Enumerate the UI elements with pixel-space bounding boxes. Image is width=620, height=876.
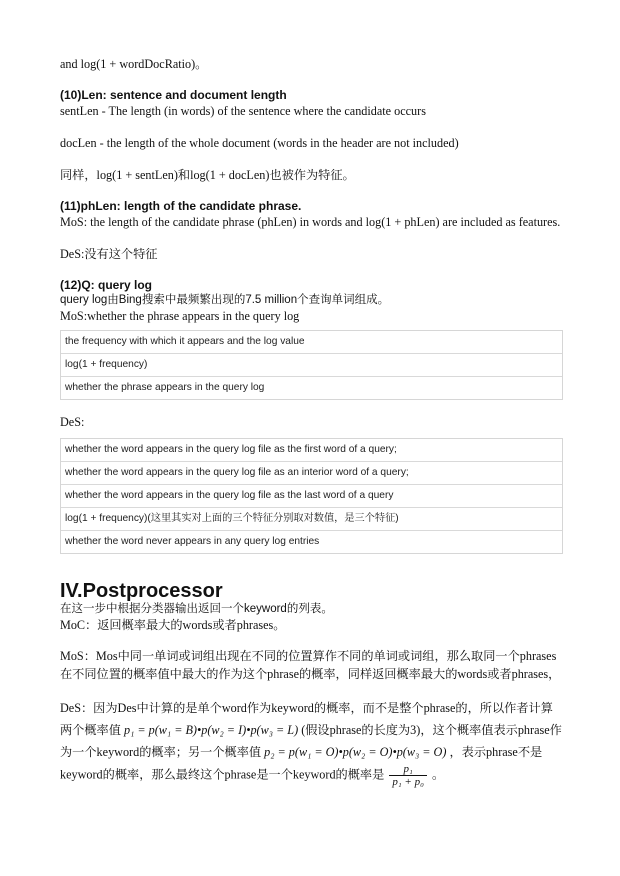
subheading-query-log: (12)Q: query log [60,278,153,292]
text-line: 同样，log(1 + sentLen)和log(1 + docLen)也被作为特征。 [60,168,355,182]
table-row: whether the phrase appears in the query log [65,382,265,393]
table-row: whether the word appears in the query log file as an interior word of a query; [61,462,562,485]
text-paragraph: MoS: the length of the candidate phrase (phLen) in words and log(1 + phLen) are included as features. [60,215,561,229]
text-span: ，表示phrase不是keyword的概率，那么最终这个phrase是一个keyword的概率是 [60,745,543,782]
text-line: MoS:whether the phrase appears in the query log [60,309,300,323]
text-line: sentLen - The length (in words) of the sentence where the candidate occurs [60,104,426,118]
table-row: whether the word appears in the query log file as the first word of a query; [61,439,562,462]
fraction-numerator: p₁ [389,763,427,776]
section-title: IV.Postprocessor [60,580,223,602]
table-row: whether the word appears in the query log file as the last word of a query [61,485,562,508]
text-line: and log(1 + wordDocRatio)。 [60,57,208,71]
text-line: query log由Bing搜索中最频繁出现的7.5 million个查询单词组成。 [60,294,390,306]
subheading-phlen: (11)phLen: length of the candidate phrase. [60,199,302,213]
subheading-len: (10)Len: sentence and document length [60,88,287,102]
table-row: log(1 + frequency)(这里其实对上面的三个特征分别取对数值，是三个特征) [61,508,562,531]
text-line: docLen - the length of the whole document (words in the header are not included) [60,136,459,150]
table-row: whether the word never appears in any query log entries [65,536,320,547]
des-paragraph [60,697,562,788]
fraction-formula [389,763,427,788]
fraction-denominator: p₁ + p₀ [392,776,424,788]
formula-p2: p₂ = p(w₁ = O)•p(w₂ = O)•p(w₃ = O) [264,745,447,759]
mos-feature-table [60,330,563,400]
table-row: log(1 + frequency) [61,354,562,377]
text-span: (假设phrase的长度为3)，这个概率值表示phrase作为一个keyword的概率；另一个概率值 [60,723,562,759]
formula-p1: p₁ = p(w₁ = B)•p(w₂ = I)•p(w₃ = L) [123,723,299,737]
text-paragraph: MoS：Mos中同一单词或词组出现在不同的位置算作不同的单词或词组，那么取同一个phrases在不同位置的概率值中最大的作为这个phrase的概率，同样返回概率最大的words或者phrases， [60,649,561,681]
text-line: DeS: [60,415,85,429]
table-row: the frequency with which it appears and the log value [61,331,562,354]
text-line: DeS:没有这个特征 [60,247,158,261]
des-feature-table [60,438,563,554]
text-span: 。 [431,767,445,782]
text-line: MoC：返回概率最大的words或者phrases。 [60,618,286,632]
text-line: 在这一步中根据分类器输出返回一个keyword的列表。 [60,603,333,615]
document-page [60,56,562,788]
text-span: DeS：因为Des中计算的是单个word作为keyword的概率，而不是整个phrase的，所以作者计算两个概率值 [60,701,553,737]
